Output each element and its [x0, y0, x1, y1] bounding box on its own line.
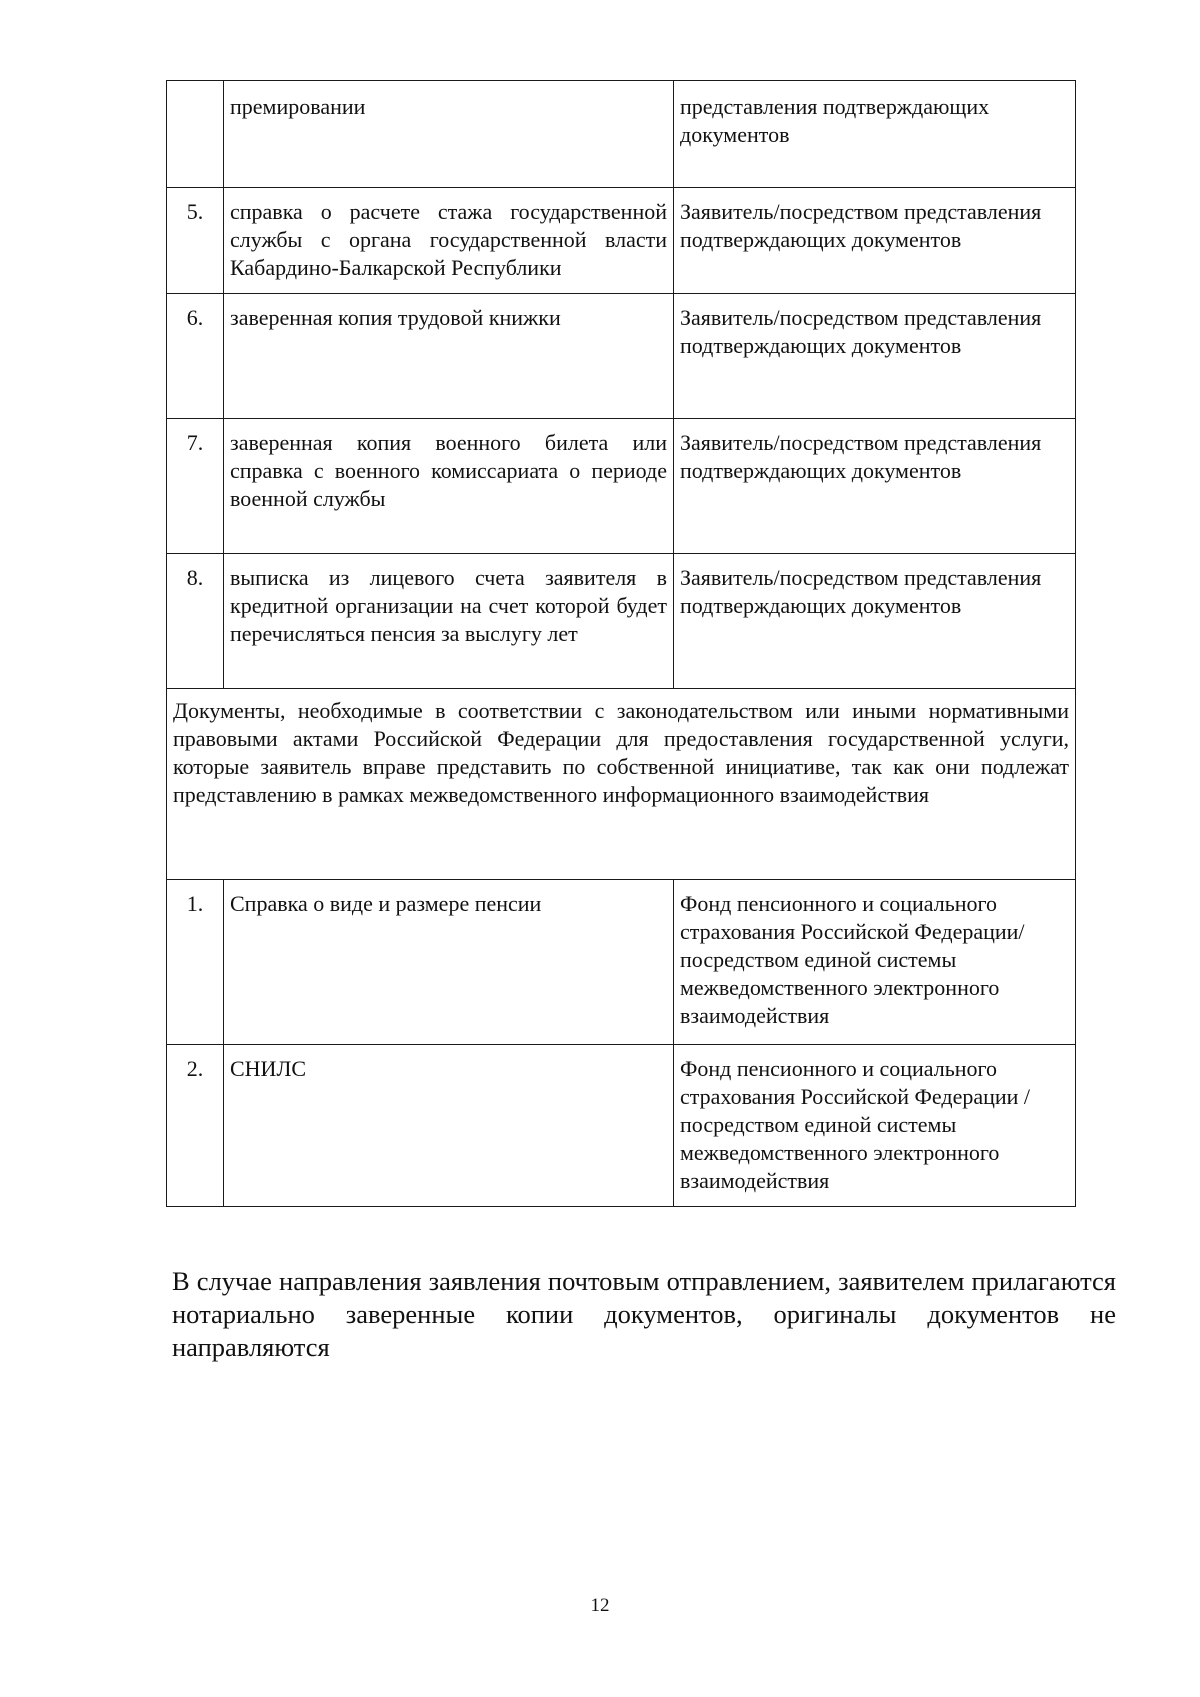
- row-number-cell: [167, 880, 224, 1045]
- row-number-cell: [167, 554, 224, 689]
- document-text: премировании: [230, 94, 366, 119]
- source-cell: [674, 419, 1076, 554]
- document-cell: [224, 880, 674, 1045]
- row-number: 5.: [186, 199, 204, 224]
- table-row: [167, 1045, 1076, 1207]
- document-text: Справка о виде и размере пенсии: [230, 891, 542, 916]
- section-header-row: [167, 689, 1076, 880]
- mailing-note: В случае направления заявления почтовым отправлением, заявителем прилагаются нотариально заверенные копии документов, оригиналы документов не направляются: [172, 1266, 1116, 1362]
- document-text: СНИЛС: [230, 1056, 307, 1081]
- source-text: Заявитель/посредством представления подтверждающих документов: [680, 305, 1042, 358]
- source-cell: [674, 880, 1076, 1045]
- row-number: 2.: [186, 1056, 204, 1081]
- source-text: Заявитель/посредством представления подтверждающих документов: [680, 199, 1042, 252]
- row-number-cell: [167, 294, 224, 419]
- document-cell: [224, 294, 674, 419]
- document-cell: [224, 1045, 674, 1207]
- document-text: заверенная копия трудовой книжки: [230, 305, 561, 330]
- row-number-cell: [167, 1045, 224, 1207]
- document-text: заверенная копия военного билета или справка с военного комиссариата о периоде военной службы: [230, 430, 667, 511]
- source-text: Фонд пенсионного и социального страхования Российской Федерации /посредством единой системы межведомственного электронного взаимодействия: [680, 1056, 1031, 1193]
- row-number: 8.: [186, 565, 204, 590]
- source-cell: [674, 294, 1076, 419]
- source-text: Заявитель/посредством представления подтверждающих документов: [680, 565, 1042, 618]
- source-text: Фонд пенсионного и социального страхования Российской Федерации/ посредством единой системы межведомственного электронного взаимодействия: [680, 891, 1025, 1028]
- document-text: справка о расчете стажа государственной службы с органа государственной власти Кабардино-Балкарской Республики: [230, 199, 667, 280]
- table-row: [167, 419, 1076, 554]
- document-cell: [224, 554, 674, 689]
- table-row: [167, 188, 1076, 294]
- source-cell: [674, 188, 1076, 294]
- table-row: [167, 880, 1076, 1045]
- table-row: [167, 294, 1076, 419]
- source-cell: [674, 554, 1076, 689]
- row-number: 1.: [186, 891, 204, 916]
- document-cell: [224, 419, 674, 554]
- documents-table: [166, 80, 1076, 1207]
- section-intro-text: Документы, необходимые в соответствии с законодательством или иными нормативными правовыми актами Российской Федерации для предоставления государственной услуги, которые заявитель вправе представить по собственной инициативе, так как они подлежат представлению в рамках межведомственного информационного взаимодействия: [173, 698, 1069, 807]
- table-row: [167, 554, 1076, 689]
- section-intro-cell: [167, 689, 1076, 880]
- page-number: 12: [590, 1595, 610, 1616]
- source-cell: [674, 1045, 1076, 1207]
- source-text: Заявитель/посредством представления подтверждающих документов: [680, 430, 1042, 483]
- row-number: 7.: [186, 430, 204, 455]
- document-cell: [224, 81, 674, 188]
- row-number-cell: [167, 188, 224, 294]
- source-cell: [674, 81, 1076, 188]
- row-number-cell: [167, 81, 224, 188]
- table-row-continued: [167, 81, 1076, 188]
- document-text: выписка из лицевого счета заявителя в кредитной организации на счет которой будет перечисляться пенсия за выслугу лет: [230, 565, 667, 646]
- source-text: представления подтверждающих документов: [680, 94, 990, 147]
- row-number: 6.: [186, 305, 204, 330]
- document-cell: [224, 188, 674, 294]
- row-number-cell: [167, 419, 224, 554]
